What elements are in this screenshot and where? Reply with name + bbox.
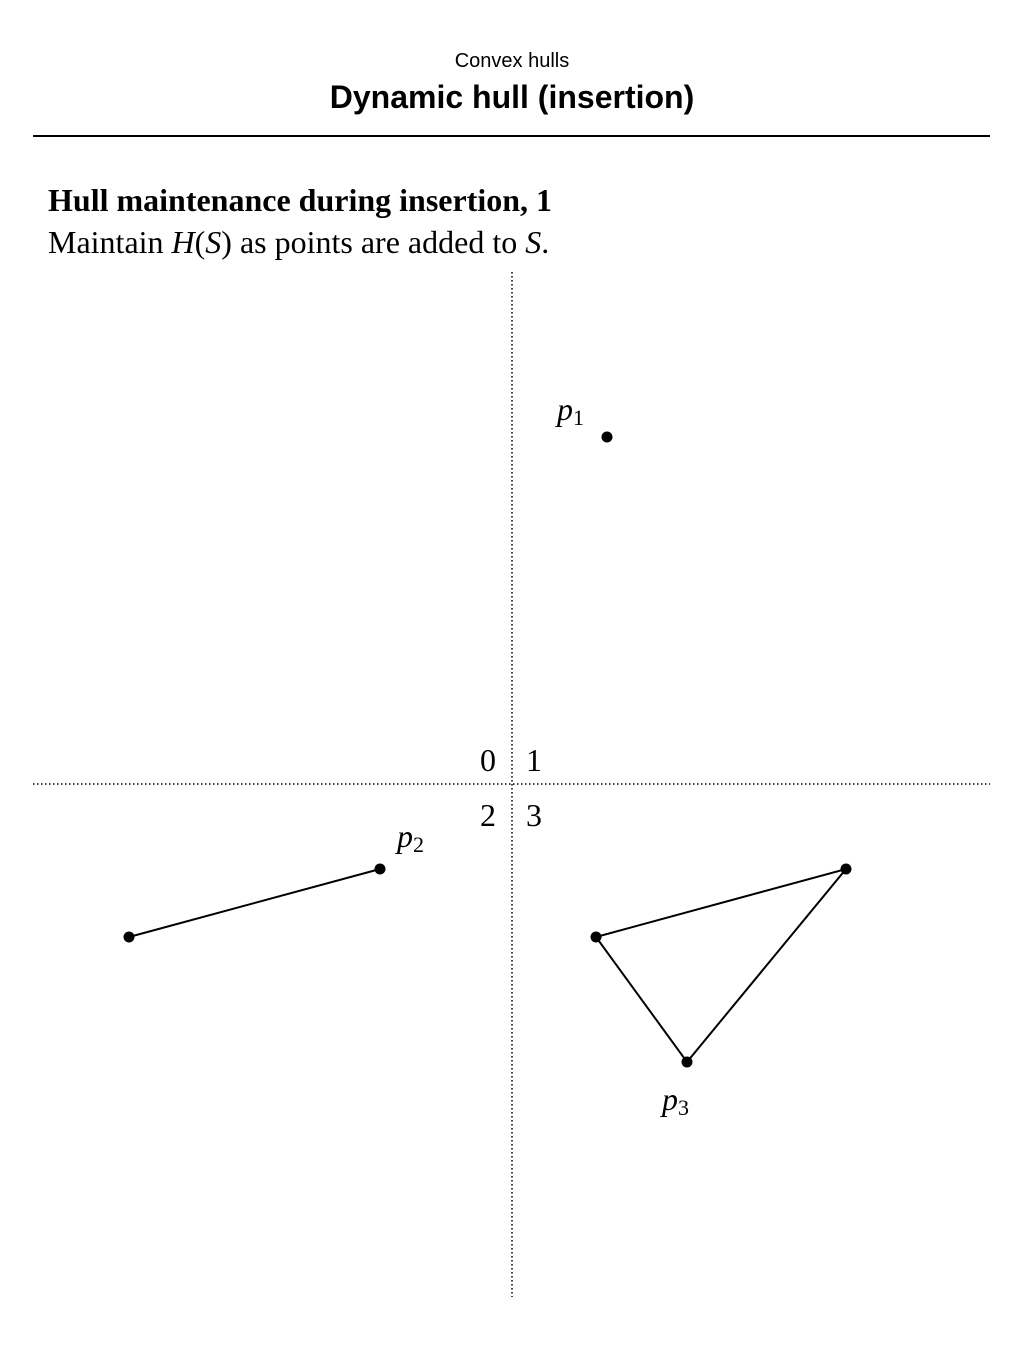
- slide-title: Dynamic hull (insertion): [329, 79, 695, 115]
- caption-prefix: Maintain: [48, 224, 172, 260]
- point-p2: [375, 864, 386, 875]
- set-symbol-2: S: [525, 224, 542, 260]
- p1-base: p: [557, 391, 573, 427]
- point-label-p1: [555, 391, 584, 430]
- deck-section-title: Convex hulls: [454, 50, 570, 72]
- quadrant-label-0: 0: [480, 742, 496, 778]
- point-q3-left: [591, 932, 602, 943]
- p2-base: p: [397, 818, 413, 854]
- p1-subscript: 1: [573, 405, 584, 430]
- hull-triangle-q3: [596, 869, 846, 1062]
- close-paren: ): [221, 224, 232, 260]
- point-q2-left: [124, 932, 135, 943]
- point-label-p3: [660, 1081, 689, 1120]
- hull-segment-q2: [129, 869, 380, 937]
- caption-suffix: .: [541, 224, 550, 260]
- p2-subscript: 2: [413, 832, 424, 857]
- set-symbol: S: [205, 224, 222, 260]
- point-p1: [602, 432, 613, 443]
- open-paren: (: [194, 224, 206, 260]
- point-q3-right: [841, 864, 852, 875]
- section-heading: Hull maintenance during insertion, 1: [48, 182, 553, 218]
- p3-base: p: [662, 1081, 678, 1117]
- point-p3: [682, 1057, 693, 1068]
- p3-subscript: 3: [678, 1095, 689, 1120]
- caption-middle: as points are added to: [231, 224, 526, 260]
- quadrant-label-1: 1: [526, 742, 542, 778]
- point-label-p2: [395, 818, 424, 857]
- quadrant-label-2: 2: [480, 797, 496, 833]
- hull-symbol: H: [171, 224, 195, 260]
- quadrant-label-3: 3: [526, 797, 542, 833]
